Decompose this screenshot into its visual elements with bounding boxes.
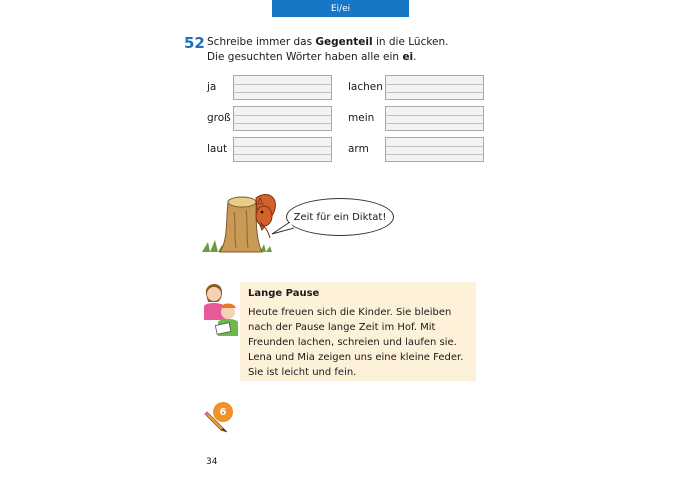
word-laut: laut (207, 143, 228, 155)
task-instruction (207, 35, 449, 65)
story-line: Heute freuen sich die Kinder. Sie bleiben (248, 307, 452, 318)
instruction-text: in die Lücken. (372, 36, 449, 48)
speech-bubble-text: Zeit für ein Diktat! (293, 211, 387, 223)
instruction-bold: ei (402, 51, 414, 63)
speech-bubble (286, 198, 394, 236)
word-arm: arm (348, 143, 369, 155)
children-reading-illustration (200, 280, 242, 338)
story-text (248, 305, 474, 380)
chapter-tab: Ei/ei (272, 0, 409, 17)
answer-field-ja[interactable] (233, 75, 332, 100)
word-lachen: lachen (348, 81, 383, 93)
story-line: Sie ist leicht und fein. (248, 367, 357, 378)
instruction-text: Schreibe immer das (207, 36, 316, 48)
page-number: 34 (206, 457, 218, 467)
instruction-text: . (413, 51, 417, 63)
answer-field-lachen[interactable] (385, 75, 484, 100)
story-title: Lange Pause (248, 288, 320, 299)
word-gross: groß (207, 112, 231, 124)
task-number: 52 (184, 34, 205, 52)
story-line: nach der Pause lange Zeit im Hof. Mit (248, 322, 436, 333)
story-line: Freunden lachen, schreien und laufen sie. (248, 337, 457, 348)
answer-field-arm[interactable] (385, 137, 484, 162)
speech-bubble-tail (270, 222, 294, 236)
word-mein: mein (348, 112, 375, 124)
answer-field-laut[interactable] (233, 137, 332, 162)
answer-field-mein[interactable] (385, 106, 484, 131)
instruction-text: Die gesuchten Wörter haben alle ein (207, 51, 403, 63)
answer-field-gross[interactable] (233, 106, 332, 131)
word-ja: ja (207, 81, 217, 93)
instruction-bold: Gegenteil (315, 36, 373, 48)
story-line: Lena und Mia zeigen uns eine kleine Feder. (248, 352, 464, 363)
exercise-count-badge: 6 (213, 402, 233, 422)
